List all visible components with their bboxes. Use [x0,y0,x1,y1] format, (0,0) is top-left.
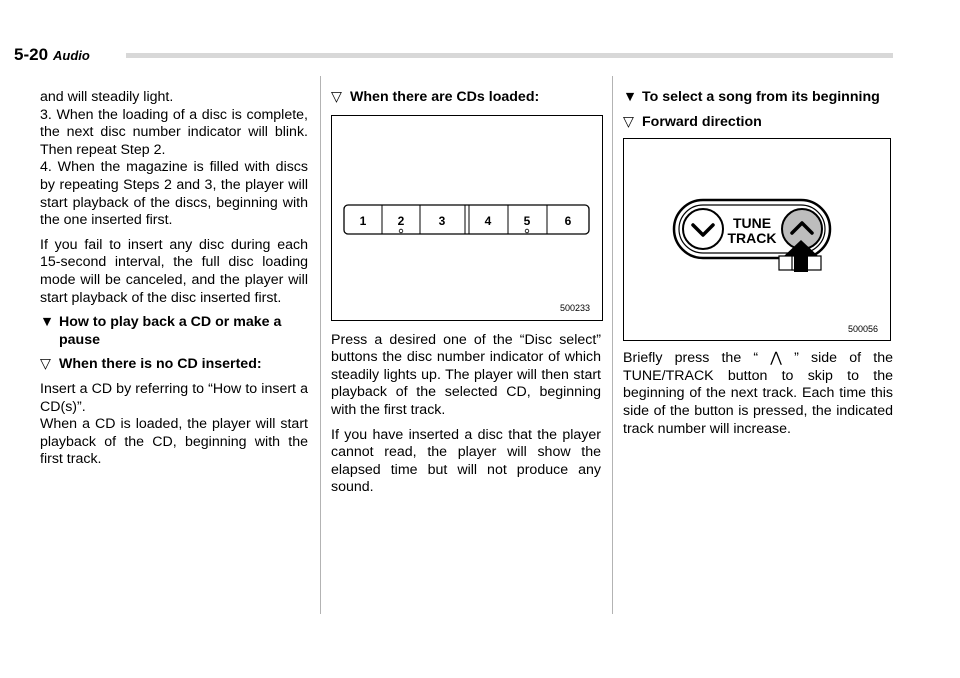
paragraph-briefly: Briefly press the “ ⋀ ” side of the TUNE/TRACK button to skip to the beginning of the next track. Each time this side of the button is pressed, the indicated track number will increase. [623,350,893,437]
triangle-outline-icon: ▽ [40,356,51,373]
text-line: 4. When the magazine is filled with discs by repeating Steps 2 and 3, the player will start playback of the discs, beginning with the one inserted first. [40,159,308,229]
heading-text: How to play back a CD or make a pause [59,314,282,348]
tune-track-figure [623,138,891,341]
heading-forward [623,114,893,132]
heading-text: When there are CDs loaded: [350,89,540,105]
heading-playback [40,314,308,349]
heading-text: To select a song from its beginning [642,89,880,105]
disc-button-3: 3 [438,213,446,228]
disc-button-1: 1 [359,213,367,228]
figure-code: 500056 [848,324,879,335]
column-right [623,89,893,445]
text-line: Insert a CD by referring to “How to insert a CD(s)”. [40,380,308,415]
paragraph-unreadable: If you have inserted a disc that the player cannot read, the player will show the elapsed time but will not produce any sound. [331,426,601,496]
triangle-outline-icon: ▽ [331,89,342,105]
heading-cds-loaded [331,89,601,107]
heading-text: Forward direction [642,113,762,130]
column-middle [331,89,601,504]
text-line: When a CD is loaded, the player will start playback of the CD, beginning with the first track. [40,416,308,468]
triangle-solid-icon: ▼ [40,314,55,331]
page-number: 5-20 [14,45,49,64]
column-left [40,89,308,476]
disc-button-6: 6 [564,213,572,228]
column-divider [612,76,613,614]
text-line: 3. When the loading of a disc is complete, the next disc number indicator will blink. Then repeat Step 2. [40,106,308,158]
paragraph-steps [40,89,308,230]
disc-button-4: 4 [484,213,492,228]
figure-code: 500233 [560,302,591,313]
disc-select-figure [331,115,603,321]
column-divider [320,76,321,614]
disc-button-2: 2 [397,213,405,228]
text-line: and will steadily light. [40,89,174,105]
tune-track-button-illustration [624,139,890,340]
disc-select-buttons-illustration [332,116,602,320]
button-panel-outline [344,205,589,234]
heading-text: When there is no CD inserted: [59,356,262,373]
heading-no-cd [40,356,308,374]
paragraph-insert [40,381,308,469]
down-button-circle [683,209,723,249]
heading-select-song [623,89,893,107]
section-title: Audio [53,48,90,63]
disc-button-5: 5 [523,213,531,228]
track-label: TRACK [727,230,777,247]
paragraph-fail: If you fail to insert any disc during each 15-second interval, the full disc loading mode will be canceled, and the player will start playback of the disc inserted first. [40,236,308,306]
header-rule [126,53,893,58]
triangle-outline-icon: ▽ [623,113,634,130]
page-header [14,46,90,63]
triangle-solid-icon: ▼ [623,89,638,105]
paragraph-press: Press a desired one of the “Disc select” buttons the disc number indicator of which steadily lights up. The player will then start playback of the selected CD, beginning with the first track. [331,331,601,418]
tune-label: TUNE [732,215,772,232]
